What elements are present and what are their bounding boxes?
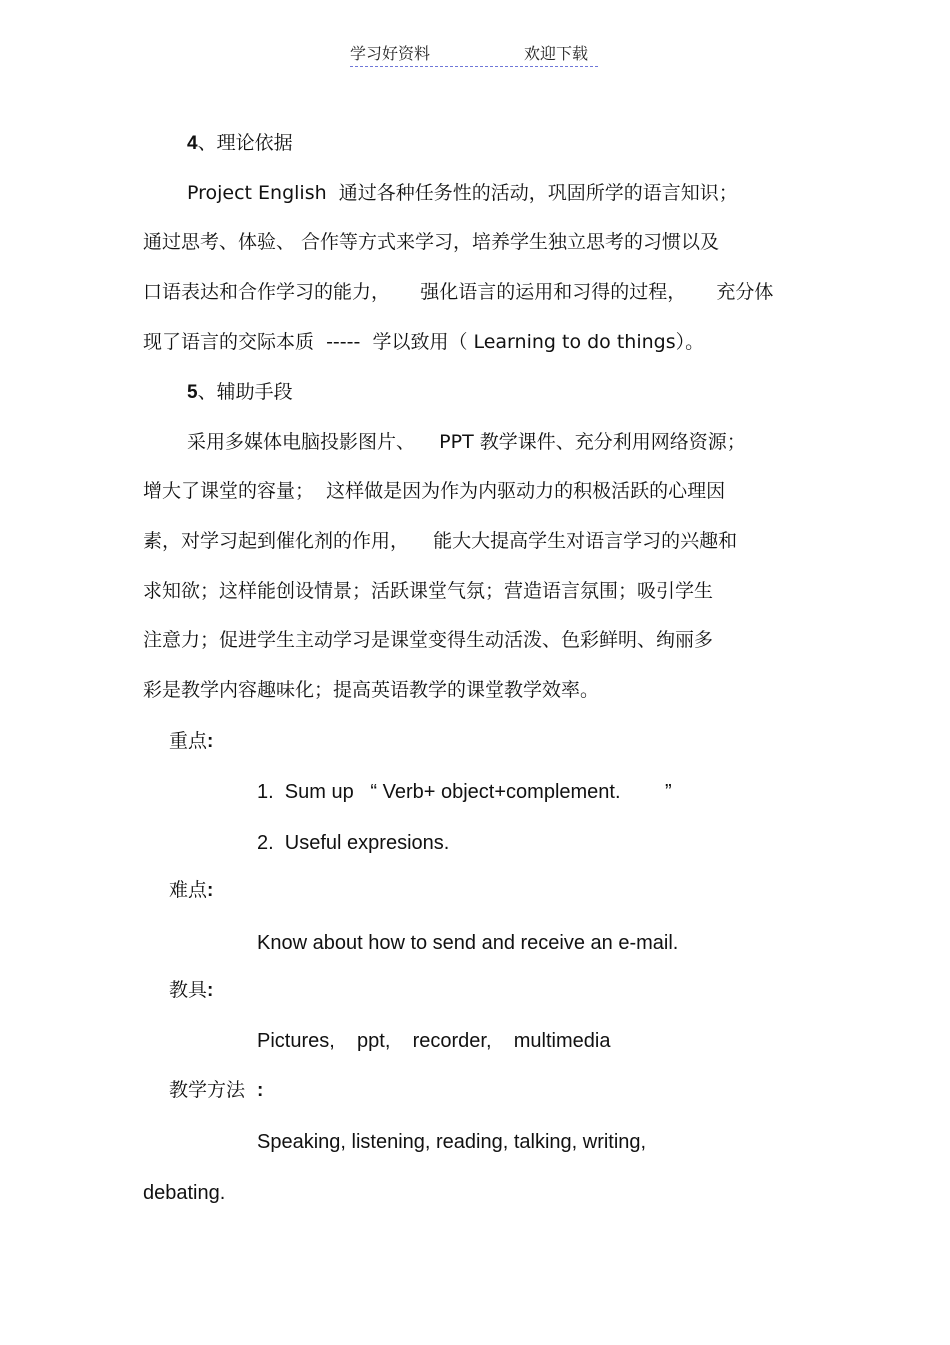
difficult-points-label: 难点 — [169, 879, 208, 901]
section-5-heading — [187, 379, 293, 406]
section-5-line-5: 注意力；促进学生主动学习是课堂变得生动活泼、色彩鲜明、绚丽多 — [143, 629, 714, 651]
difficult-points-colon: : — [207, 880, 214, 901]
section-5-line-2: 增大了课堂的容量； 这样做是因为作为内驱动力的积极活跃的心理因 — [143, 480, 726, 502]
header-left-text: 学习好资料 — [350, 44, 431, 63]
teaching-aids-text: Pictures, ppt, recorder, multimedia — [257, 1030, 611, 1052]
teaching-aids-colon: : — [207, 980, 214, 1001]
section-5-line-4: 求知欲；这样能创设情景；活跃课堂气氛；营造语言氛围；吸引学生 — [143, 580, 714, 602]
teaching-methods-line-2: debating. — [143, 1182, 226, 1204]
key-points-label: 重点 — [169, 730, 208, 752]
teaching-aids-heading — [169, 977, 213, 1004]
teaching-methods-line-1: Speaking, listening, reading, talking, writing, — [257, 1131, 647, 1153]
section-4-title: 、理论依据 — [197, 132, 293, 154]
key-points-colon: : — [207, 731, 214, 752]
difficult-points-text: Know about how to send and receive an e-mail. — [257, 932, 679, 954]
section-5-number: 5 — [187, 382, 198, 403]
key-points-heading — [169, 728, 213, 755]
section-5-title: 、辅助手段 — [197, 381, 293, 403]
section-4-heading — [187, 130, 293, 157]
section-4-line-2: 通过思考、体验、 合作等方式来学习，培养学生独立思考的习惯以及 — [143, 231, 720, 253]
page-header — [350, 40, 598, 67]
section-4-line-1: Project English 通过各种任务性的活动，巩固所学的语言知识； — [187, 182, 738, 204]
section-4-number: 4 — [187, 133, 198, 154]
section-5-line-6: 彩是教学内容趣味化；提高英语教学的课堂教学效率。 — [143, 679, 600, 701]
key-point-item-2: 2. Useful expresions. — [257, 832, 450, 854]
teaching-methods-label: 教学方法 — [169, 1079, 246, 1101]
key-point-item-1: 1. Sum up “ Verb+ object+complement. ” — [257, 781, 672, 803]
teaching-aids-label: 教具 — [169, 979, 208, 1001]
section-5-line-3: 素，对学习起到催化剂的作用， 能大大提高学生对语言学习的兴趣和 — [143, 530, 738, 552]
section-4-line-3: 口语表达和合作学习的能力， 强化语言的运用和习得的过程， 充分体 — [143, 281, 774, 303]
header-right-text: 欢迎下载 — [524, 44, 589, 63]
teaching-methods-heading — [169, 1077, 263, 1104]
teaching-methods-colon: : — [257, 1080, 264, 1101]
section-4-line-4: 现了语言的交际本质 ----- 学以致用（ Learning to do things）。 — [143, 331, 705, 353]
difficult-points-heading — [169, 877, 213, 904]
section-5-line-1: 采用多媒体电脑投影图片、 PPT 教学课件、充分利用网络资源； — [187, 431, 746, 453]
